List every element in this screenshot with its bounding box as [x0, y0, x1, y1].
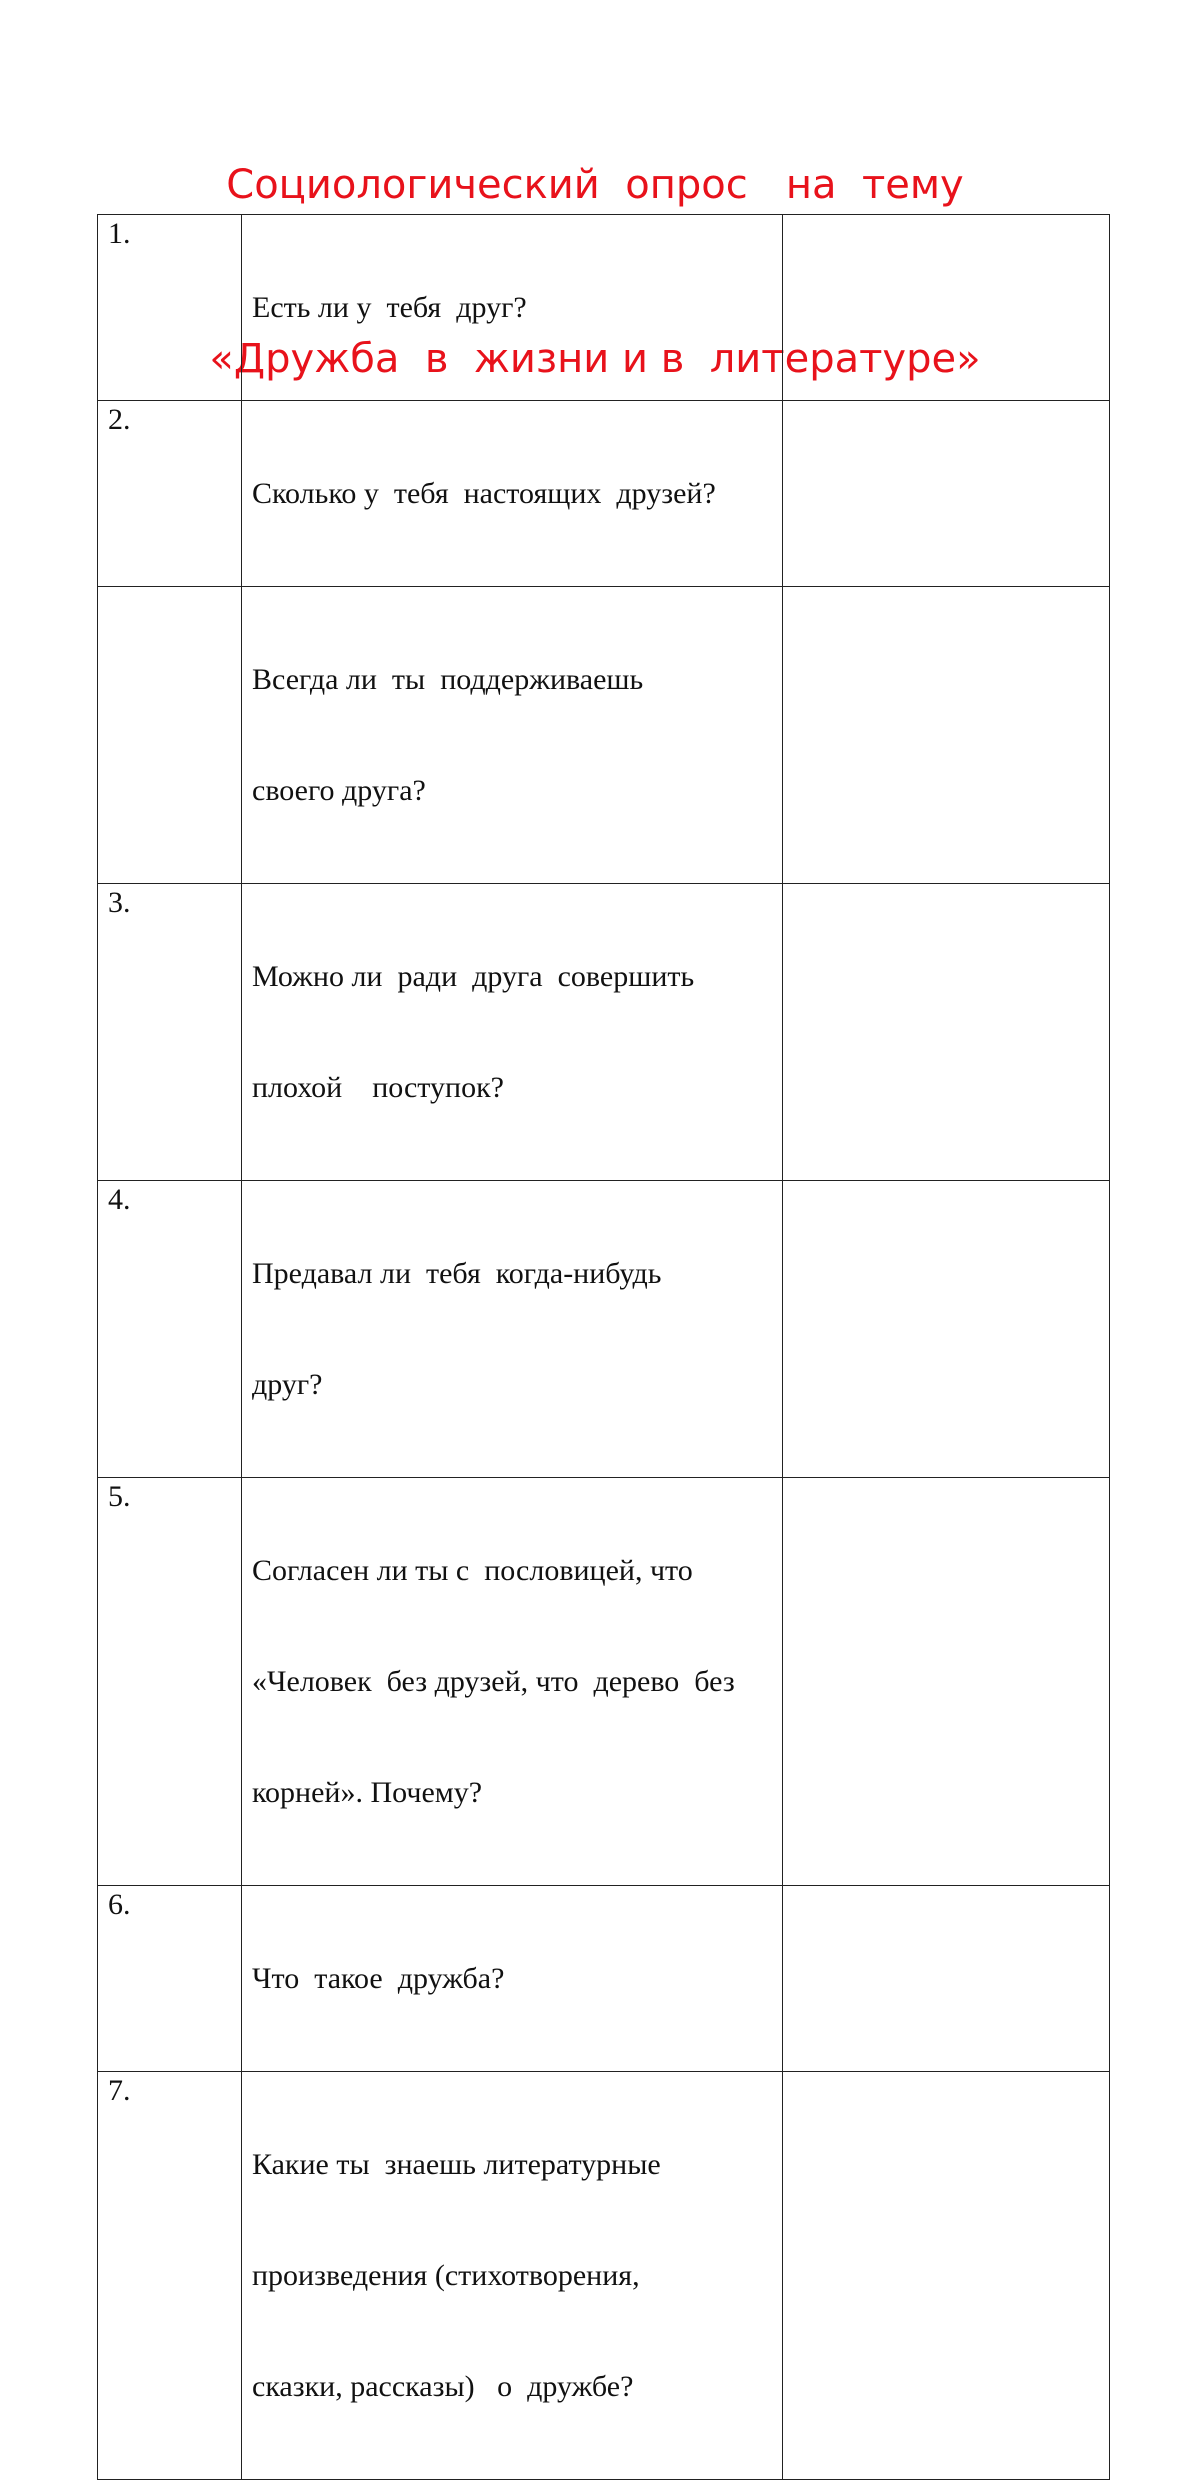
answer-cell[interactable]: [783, 2072, 1110, 2480]
table-row: [98, 1478, 1110, 1886]
question-text: Что такое дружба?: [252, 1962, 505, 1995]
row-number: 5.: [98, 1478, 242, 1886]
answer-cell[interactable]: [783, 1181, 1110, 1478]
question-text: Есть ли у тебя друг?: [252, 291, 527, 324]
answer-cell[interactable]: [783, 1886, 1110, 2072]
row-number: 7.: [98, 2072, 242, 2480]
survey-title-line-2: «Дружба в жизни и в литературе»: [209, 336, 981, 382]
question-text: сказки, рассказы) о дружбе?: [252, 2370, 634, 2403]
question-cell: [242, 1886, 783, 2072]
question-text: друг?: [252, 1368, 323, 1401]
question-cell: [242, 401, 783, 587]
table-row: [98, 2072, 1110, 2480]
question-text: своего друга?: [252, 774, 426, 807]
question-text: «Человек без друзей, что дерево без: [252, 1665, 735, 1698]
row-number: 2.: [98, 401, 242, 587]
question-text: Предавал ли тебя когда-нибудь: [252, 1257, 662, 1290]
table-row: [98, 1886, 1110, 2072]
table-row: [98, 215, 1110, 401]
question-cell: [242, 884, 783, 1181]
answer-cell[interactable]: [783, 884, 1110, 1181]
table-row: [98, 587, 1110, 884]
question-text: Какие ты знаешь литературные: [252, 2148, 661, 2181]
answer-cell[interactable]: [783, 1478, 1110, 1886]
row-number: 3.: [98, 884, 242, 1181]
question-cell: [242, 215, 783, 401]
question-cell: [242, 1181, 783, 1478]
question-text: Согласен ли ты с пословицей, что: [252, 1554, 693, 1587]
row-number: 1.: [98, 215, 242, 401]
question-text: корней». Почему?: [252, 1776, 483, 1809]
table-row: [98, 1181, 1110, 1478]
answer-cell[interactable]: [783, 401, 1110, 587]
question-text: Всегда ли ты поддерживаешь: [252, 663, 644, 696]
question-cell: [242, 1478, 783, 1886]
table-row: [98, 401, 1110, 587]
survey-table: [97, 214, 1110, 2480]
answer-cell[interactable]: [783, 587, 1110, 884]
question-text: произведения (стихотворения,: [252, 2259, 640, 2292]
answer-cell[interactable]: [783, 215, 1110, 401]
table-row: [98, 884, 1110, 1181]
question-text: Сколько у тебя настоящих друзей?: [252, 477, 716, 510]
survey-title-line-1: Социологический опрос на тему: [226, 162, 964, 208]
question-text: Можно ли ради друга совершить: [252, 960, 695, 993]
row-number: 4.: [98, 1181, 242, 1478]
question-cell: [242, 2072, 783, 2480]
question-cell: [242, 587, 783, 884]
row-number: 6.: [98, 1886, 242, 2072]
row-number: [98, 587, 242, 884]
question-text: плохой поступок?: [252, 1071, 504, 1104]
